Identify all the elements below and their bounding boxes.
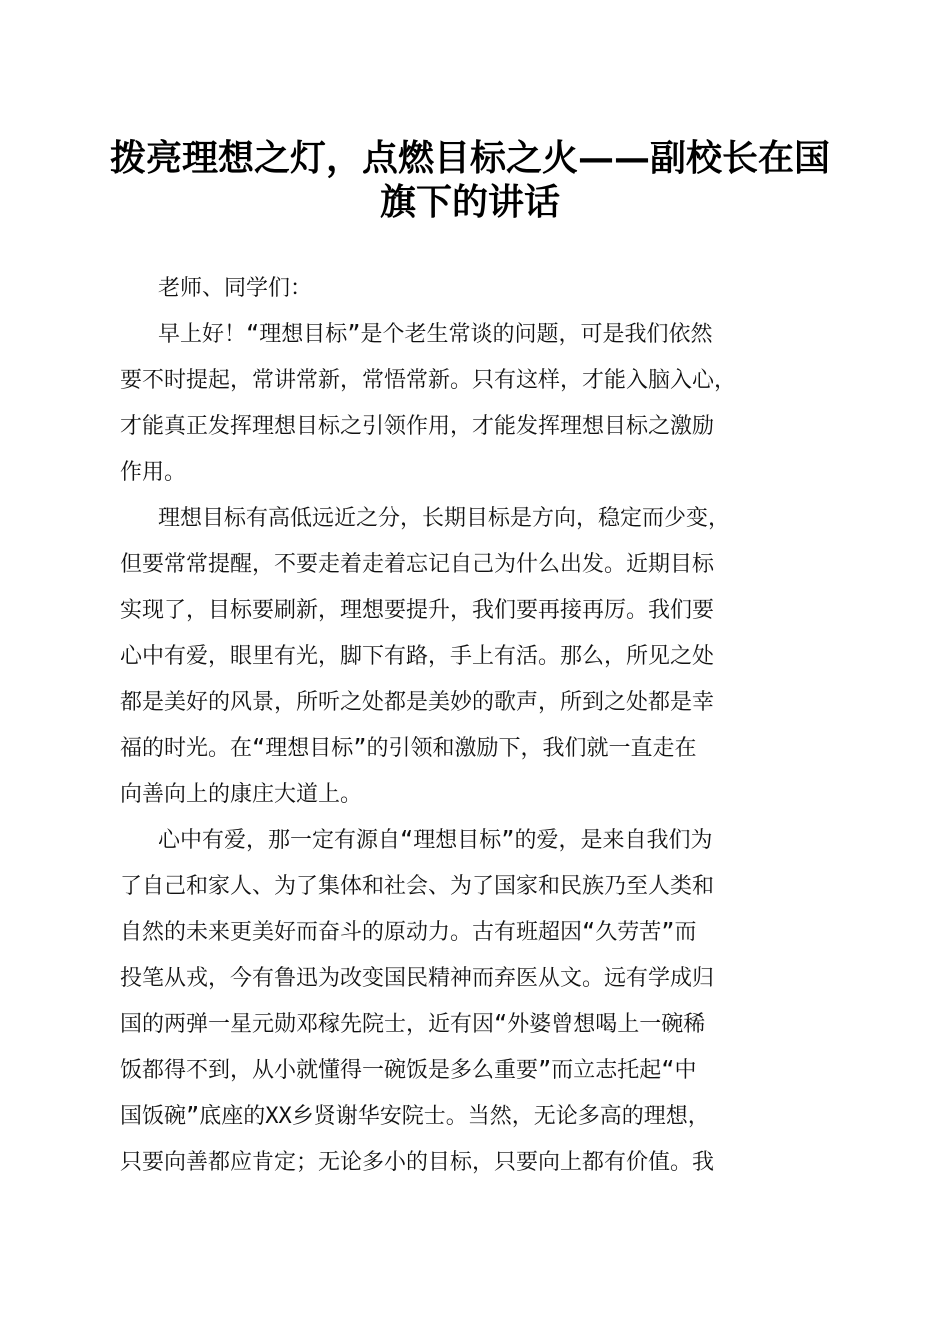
paragraph-1-line: 才能真正发挥理想目标之引领作用，才能发挥理想目标之激励 <box>120 414 715 439</box>
document-body <box>120 266 826 1186</box>
document-title <box>110 136 830 224</box>
paragraph-2-line: 福的时光。在“理想目标”的引领和激励下，我们就一直走在 <box>120 736 697 761</box>
paragraph-2-line: 向善向上的康庄大道上。 <box>120 782 363 807</box>
paragraph-2-line: 理想目标有高低远近之分，长期目标是方向，稳定而少变， <box>158 506 731 531</box>
paragraph-2-line: 实现了，目标要刷新，理想要提升，我们要再接再厉。我们要 <box>120 598 715 623</box>
paragraph-3-line: 自然的未来更美好而奋斗的原动力。古有班超因“久劳苦”而 <box>120 920 697 945</box>
paragraph-3-line: 国饭碗”底座的XX乡贤谢华安院士。当然，无论多高的理想， <box>120 1104 710 1129</box>
paragraph-3-line: 心中有爱，那一定有源自“理想目标”的爱，是来自我们为 <box>158 828 713 853</box>
paragraph-2-line: 都是美好的风景，所听之处都是美妙的歌声，所到之处都是幸 <box>120 690 715 715</box>
paragraph-3-line: 投笔从戎，今有鲁迅为改变国民精神而弃医从文。远有学成归 <box>120 966 715 991</box>
salutation: 老师、同学们： <box>158 276 313 301</box>
paragraph-3-line: 饭都得不到，从小就懂得一碗饭是多么重要”而立志托起“中 <box>120 1058 697 1083</box>
title-line-1: 拨亮理想之灯，点燃目标之火——副校长在国 <box>110 137 831 179</box>
paragraph-1-line: 要不时提起，常讲常新，常悟常新。只有这样，才能入脑入心， <box>120 368 737 393</box>
paragraph-2-line: 心中有爱，眼里有光，脚下有路，手上有活。那么，所见之处 <box>120 644 715 669</box>
paragraph-3-line: 国的两弹一星元勋邓稼先院士，近有因“外婆曾想喝上一碗稀 <box>120 1012 706 1037</box>
paragraph-3-line: 只要向善都应肯定；无论多小的目标，只要向上都有价值。我 <box>120 1150 715 1175</box>
paragraph-1-line: 作用。 <box>120 460 187 485</box>
paragraph-3-line: 了自己和家人、为了集体和社会、为了国家和民族乃至人类和 <box>120 874 715 899</box>
paragraph-2-line: 但要常常提醒，不要走着走着忘记自己为什么出发。近期目标 <box>120 552 715 577</box>
paragraph-1-line: 早上好！“理想目标”是个老生常谈的问题，可是我们依然 <box>158 322 713 347</box>
title-line-2: 旗下的讲话 <box>379 181 560 223</box>
